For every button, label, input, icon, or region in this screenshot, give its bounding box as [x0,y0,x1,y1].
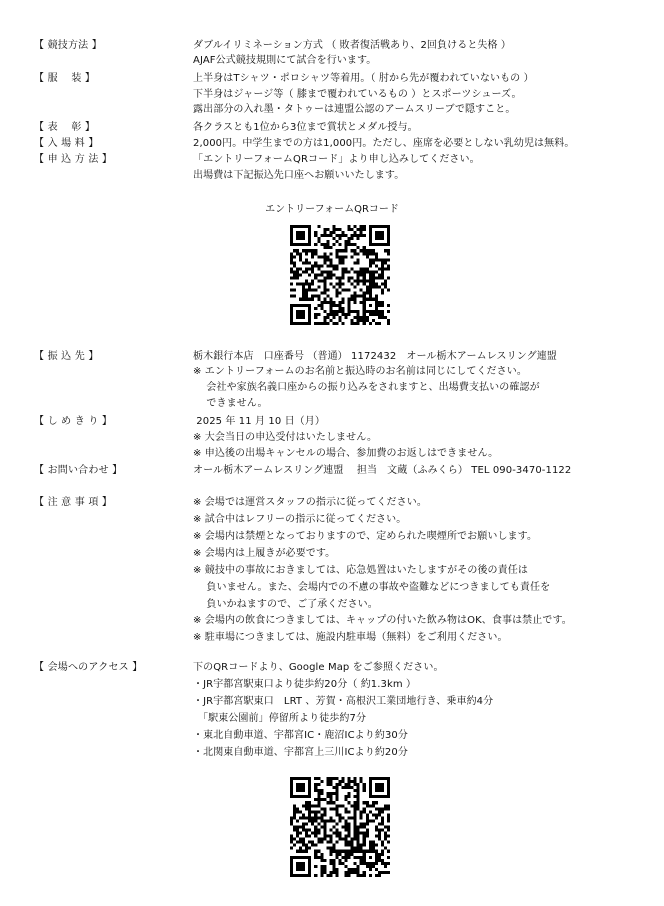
notes-label: 【 注 意 事 項 】 [34,497,113,508]
transfer-line-3: 会社や家族名義口座からの振り込みをされますと、出場費支払いの確認が [193,382,540,393]
transfer-line-4: できません。 [193,398,268,409]
apply-line-2: 出場費は下記振込先口座へお願いいたします。 [193,170,405,181]
entry-qr-svg [290,225,390,325]
apply-label: 【 申 込 方 法 】 [34,154,113,165]
deadline-label: 【 し め き り 】 [34,416,113,427]
attire-label: 【 服 装 】 [34,73,96,84]
rules-label: 【 競技方法 】 [34,40,102,51]
map-qr-code-icon[interactable] [290,777,390,877]
admission-line-1: 2,000円。中学生までの方は1,000円。ただし、座席を必要としない乳幼児は無料。 [193,138,575,149]
access-line-5: ・東北自動車道、宇都宮IC・鹿沼ICより約30分 [193,730,408,741]
notes-line-6: 負いません。また、会場内での不慮の事故や盗難などにつきましても責任を [193,582,551,593]
deadline-line-2: ※ 大会当日の申込受付はいたしません。 [193,432,378,443]
attire-line-2: 下半身はジャージ等（ 膝まで覆われているもの ）とスポーツシューズ。 [193,89,522,100]
notes-line-2: ※ 試合中はレフリーの指示に従ってください。 [193,514,407,525]
entry-qr-code-icon[interactable] [290,225,390,325]
access-line-3: ・JR宇都宮駅東口 LRT 、芳賀・高根沢工業団地行き、乗車約4分 [193,696,494,707]
notes-line-3: ※ 会場内は禁煙となっておりますので、定められた喫煙所でお願いします。 [193,531,538,542]
apply-line-1: 「エントリーフォームQRコード」より申し込みしてください。 [193,154,480,165]
access-line-4: 「駅東公園前」停留所より徒歩約7分 [198,713,367,724]
notes-line-1: ※ 会場では運営スタッフの指示に従ってください。 [193,497,427,508]
entry-qr-caption: エントリーフォームQRコード [265,204,399,215]
admission-label: 【 入 場 料 】 [34,138,99,149]
notes-line-8: ※ 会場内の飲食につきましては、キャップの付いた飲み物はOK、食事は禁止です。 [193,615,572,626]
transfer-label: 【 振 込 先 】 [34,351,99,362]
rules-line-2: AJAF公式競技規則にて試合を行います。 [193,55,377,66]
access-line-2: ・JR宇都宮駅東口より徒歩約20分（ 約1.3km ） [193,679,417,690]
deadline-line-3: ※ 申込後の出場キャンセルの場合、参加費のお返しはできません。 [193,448,499,459]
contact-line-1: オール栃木アームレスリング連盟 担当 文蔵（ふみくら） TEL 090-3470-1122 [193,465,572,476]
notes-line-4: ※ 会場内は上履きが必要です。 [193,548,336,559]
contact-label: 【 お問い合わせ 】 [34,465,123,476]
map-qr-svg [290,777,390,877]
awards-label: 【 表 彰 】 [34,122,96,133]
deadline-line-1: 2025 年 11 月 10 日（月） [193,416,325,427]
transfer-line-2: ※ エントリーフォームのお名前と振込時のお名前は同じにしてください。 [193,366,527,377]
notes-line-5: ※ 競技中の事故におきましては、応急処置はいたしますがその後の責任は [193,565,528,576]
access-line-1: 下のQRコードより、Google Map をご参照ください。 [193,662,444,673]
awards-line-1: 各クラスとも1位から3位まで賞状とメダル授与。 [193,122,418,133]
rules-line-1: ダブルイリミネーション方式 （ 敗者復活戦あり、2回負けると失格 ） [193,40,511,51]
notes-line-7: 負いかねますので、ご了承ください。 [193,599,378,610]
access-label: 【 会場へのアクセス 】 [34,662,143,673]
notes-line-9: ※ 駐車場につきましては、施設内駐車場（無料）をご利用ください。 [193,632,508,643]
attire-line-1: 上半身はTシャツ・ポロシャツ等着用。（ 肘から先が覆われていないもの ） [193,73,534,84]
transfer-line-1: 栃木銀行本店 口座番号 （普通） 1172432 オール栃木アームレスリング連盟 [193,351,557,362]
attire-line-3: 露出部分の入れ墨・タトゥーは連盟公認のアームスリーブで隠すこと。 [193,104,516,115]
access-line-6: ・北関東自動車道、宇都宮上三川ICより約20分 [193,747,408,758]
